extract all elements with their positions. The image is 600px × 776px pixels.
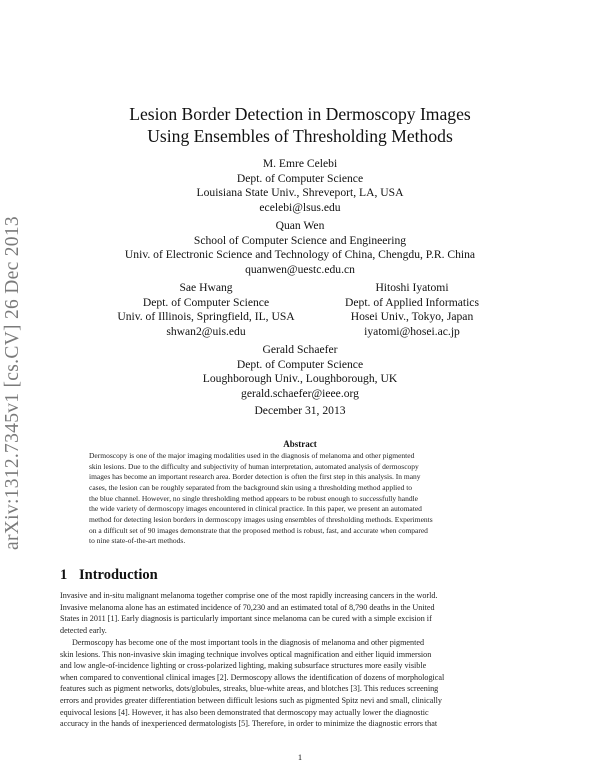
- body-line: skin lesions. This non-invasive skin imaging technique involves optical magnification and either liquid immersion: [60, 649, 432, 659]
- author-name: Gerald Schaefer: [262, 343, 338, 356]
- body-line: Invasive melanoma alone has an estimated incidence of 70,230 and an estimated total of 8,790 deaths in the United: [60, 602, 435, 612]
- body-line: States in 2011 [1]. Early diagnosis is particularly important since melanoma can be cured with a simple excision if: [60, 614, 432, 624]
- author-name: M. Emre Celebi: [262, 157, 338, 170]
- section-heading-introduction: [60, 567, 158, 584]
- body-line: errors and provides greater differentiation between difficult lesions such as pigmented Spitz nevi and small, clinically: [60, 695, 442, 705]
- author-dept: Dept. of Applied Informatics: [345, 295, 479, 309]
- body-line: Invasive and in-situ malignant melanoma together comprise one of the most rapidly increasing cancers in the world.: [60, 591, 438, 600]
- section-number: 1: [60, 567, 68, 583]
- author-email: quanwen@uestc.edu.cn: [245, 262, 355, 276]
- abstract-line: the blue channel. However, no single thresholding method appears to be robust enough to successfully handle: [89, 493, 418, 503]
- author-block-3: [106, 281, 306, 339]
- paper-date: December 31, 2013: [254, 404, 346, 417]
- abstract-line: on a difficult set of 90 images demonstrate that the proposed method is robust, fast, and accurate when compared: [89, 525, 428, 535]
- author-univ: Hosei Univ., Tokyo, Japan: [350, 310, 474, 324]
- body-line: and low angle-of-incidence lighting or cross-polarized lighting, making subsurface structures more easily visible: [60, 661, 427, 671]
- author-email: iyatomi@hosei.ac.jp: [364, 324, 460, 338]
- author-dept: Dept. of Computer Science: [236, 357, 364, 371]
- body-line: features such as pigment networks, dots/globules, streaks, blue-white areas, and blotches [3]. This reduces screening: [60, 684, 439, 694]
- arxiv-stamp: arXiv:1312.7345v1 [cs.CV] 26 Dec 2013: [2, 216, 23, 550]
- author-univ: Univ. of Electronic Science and Technology of China, Chengdu, P.R. China: [124, 248, 476, 262]
- paper-title-line-1: Lesion Border Detection in Dermoscopy Images: [129, 104, 471, 124]
- author-block-1: [0, 157, 600, 215]
- body-line: detected early.: [60, 625, 107, 635]
- abstract-body: [89, 451, 512, 547]
- author-email: gerald.schaefer@ieee.org: [241, 386, 359, 400]
- author-name: Quan Wen: [275, 219, 325, 232]
- intro-paragraph-1: [60, 590, 540, 636]
- intro-paragraph-2: [60, 637, 540, 730]
- author-univ: Loughborough Univ., Loughborough, UK: [202, 372, 398, 386]
- author-name: Sae Hwang: [179, 281, 233, 294]
- author-block-5: [0, 343, 600, 401]
- author-name: Hitoshi Iyatomi: [375, 281, 449, 294]
- abstract-line: cases, the lesion can be roughly separated from the background skin using a thresholding method applied to: [89, 482, 413, 492]
- abstract-line: to nine state-of-the-art methods.: [89, 536, 186, 546]
- author-email: shwan2@uis.edu: [166, 324, 246, 338]
- page-number: 1: [297, 752, 303, 762]
- author-dept: Dept. of Computer Science: [236, 171, 364, 185]
- body-line: equivocal lesions [4]. However, it has also been demonstrated that dermoscopy may actually lower the diagnostic: [60, 707, 429, 717]
- abstract-line: skin lesions. Due to the difficulty and subjectivity of human interpretation, automated analysis of dermoscopy: [89, 461, 419, 471]
- author-dept: School of Computer Science and Engineering: [193, 233, 407, 247]
- author-email: ecelebi@lsus.edu: [259, 200, 341, 214]
- abstract-line: the wide variety of dermoscopy images encountered in clinical practice. In this paper, we present an automated: [89, 504, 422, 514]
- paper-title-line-2: Using Ensembles of Thresholding Methods: [147, 126, 453, 146]
- author-block-2: [0, 219, 600, 277]
- author-block-4: [322, 281, 502, 339]
- body-line: Dermoscopy has become one of the most important tools in the diagnosis of melanoma and other pigmented: [72, 638, 425, 647]
- abstract-heading: Abstract: [283, 439, 317, 449]
- abstract-line: Dermoscopy is one of the major imaging modalities used in the diagnosis of melanoma and other pigmented: [89, 451, 415, 460]
- body-line: when compared to conventional clinical images [2]. Dermoscopy allows the identification of dozens of morphological: [60, 672, 445, 682]
- section-title: Introduction: [79, 567, 158, 583]
- author-dept: Dept. of Computer Science: [142, 295, 270, 309]
- author-univ: Univ. of Illinois, Springfield, IL, USA: [117, 310, 295, 324]
- abstract-line: images has become an important research area. Border detection is often the first step in this analysis. In many: [89, 472, 421, 482]
- body-line: accuracy in the hands of inexperienced dermatologists [5]. Therefore, in order to minimize the diagnostic errors that: [60, 719, 438, 729]
- abstract-line: method for detecting lesion borders in dermoscopy images using ensembles of thresholding methods. Experiments: [89, 514, 433, 524]
- author-univ: Louisiana State Univ., Shreveport, LA, USA: [196, 186, 404, 200]
